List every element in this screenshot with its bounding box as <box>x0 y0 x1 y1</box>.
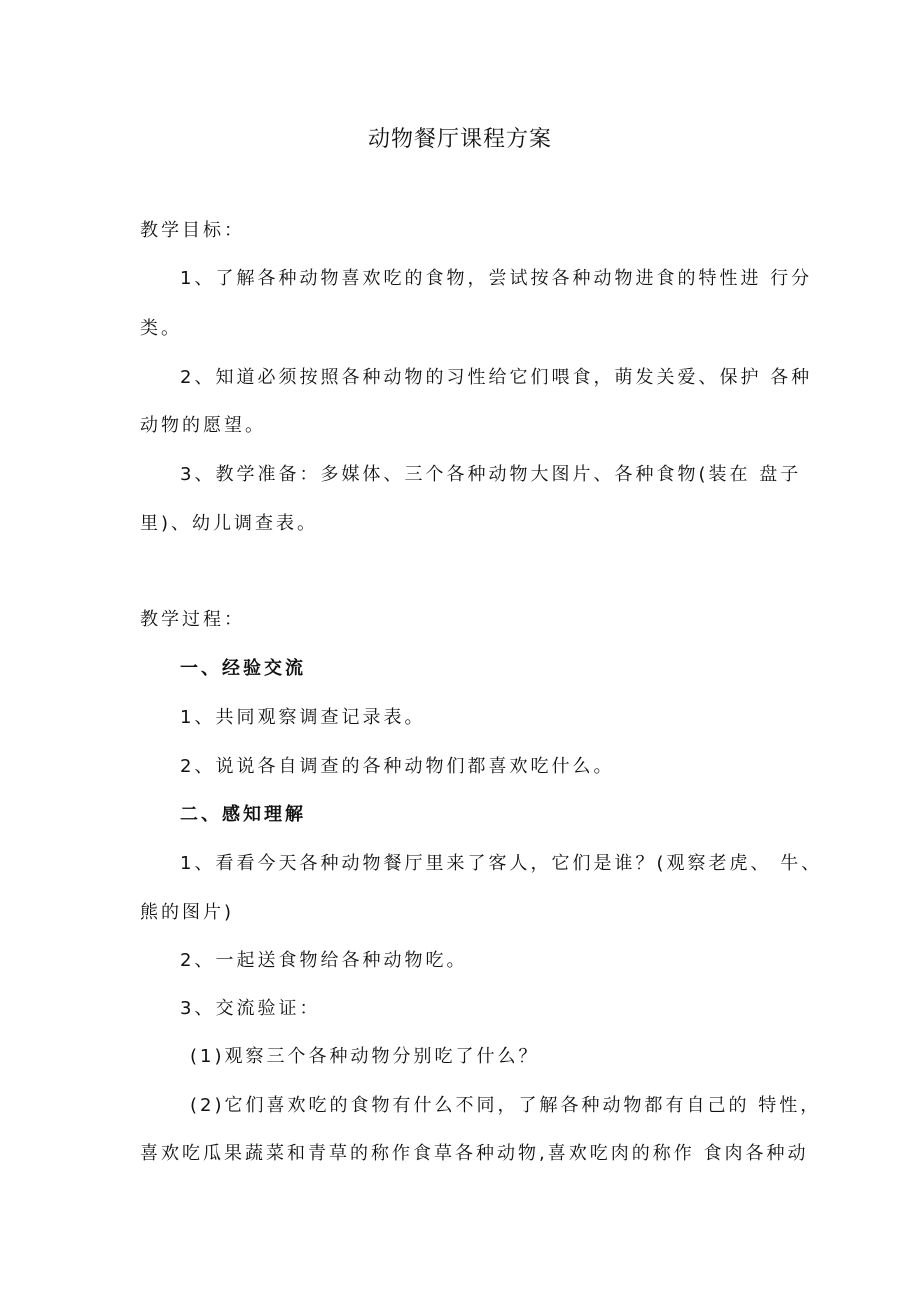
part1-line: 2、说说各自调查的各种动物们都喜欢吃什么。 <box>180 756 615 777</box>
part2-line: (1)观察三个各种动物分别吃了什么？ <box>190 1046 540 1067</box>
process-heading: 教学过程： <box>140 609 245 630</box>
goal-line: 3、教学准备：多媒体、三个各种动物大图片、各种食物(装在 盘子 <box>180 464 802 485</box>
part2-line: (2)它们喜欢吃的食物有什么不同，了解各种动物都有自己的 特性， <box>190 1095 822 1116</box>
goal-line: 2、知道必须按照各种动物的习性给它们喂食，萌发关爱、保护 各种 <box>180 367 813 388</box>
part2-line: 3、交流验证： <box>180 998 321 1019</box>
part2-line: 熊的图片) <box>140 902 235 923</box>
part2-line: 1、看看今天各种动物餐厅里来了客人，它们是谁？(观察老虎、 牛、 <box>180 853 823 874</box>
document-title: 动物餐厅课程方案 <box>367 127 552 152</box>
goal-line: 类。 <box>140 318 182 339</box>
part2-heading: 二、感知理解 <box>180 804 306 825</box>
goal-line: 动物的愿望。 <box>140 415 266 436</box>
part1-heading: 一、经验交流 <box>180 658 306 679</box>
part2-line: 2、一起送食物给各种动物吃。 <box>180 950 468 971</box>
goal-line: 里)、幼儿调查表。 <box>140 513 319 534</box>
part1-line: 1、共同观察调查记录表。 <box>180 707 426 728</box>
goals-heading: 教学目标： <box>140 220 245 241</box>
goal-line: 1、了解各种动物喜欢吃的食物，尝试按各种动物进食的特性进 行分 <box>180 268 813 289</box>
part2-line: 喜欢吃瓜果蔬菜和青草的称作食草各种动物,喜欢吃肉的称作 食肉各种动 <box>140 1143 809 1164</box>
